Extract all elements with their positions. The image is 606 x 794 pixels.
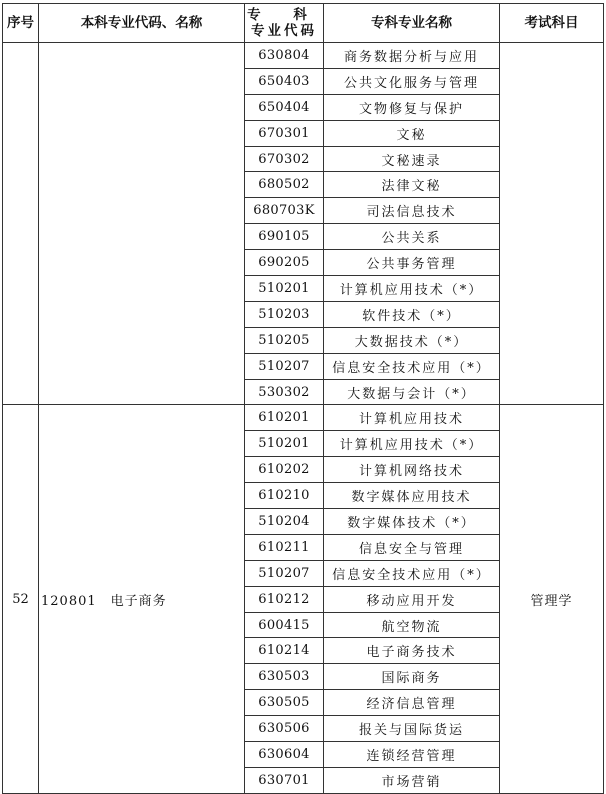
zk-name-cell: 市场营销 <box>324 767 500 793</box>
zk-name-cell: 电子商务技术 <box>324 638 500 664</box>
zk-code-cell: 510204 <box>245 509 324 535</box>
zk-code-cell: 600415 <box>245 612 324 638</box>
zk-code-cell: 610202 <box>245 457 324 483</box>
zk-code-cell: 680502 <box>245 172 324 198</box>
zk-code-cell: 510201 <box>245 276 324 302</box>
exam-subject-cell: 管理学 <box>500 405 604 793</box>
zk-code-cell: 630503 <box>245 664 324 690</box>
zk-code-cell: 510203 <box>245 301 324 327</box>
zk-code-cell: 610212 <box>245 586 324 612</box>
zk-name-cell: 文秘 <box>324 120 500 146</box>
major-table <box>2 3 604 794</box>
header-row <box>3 4 604 43</box>
bachelor-major-cell <box>39 43 245 405</box>
zk-name-cell: 计算机应用技术 <box>324 405 500 431</box>
header-bachelor: 本科专业代码、名称 <box>39 4 245 43</box>
zk-name-cell: 移动应用开发 <box>324 586 500 612</box>
header-zk-name: 专科专业名称 <box>324 4 500 43</box>
header-seq: 序号 <box>3 4 39 43</box>
zk-name-cell: 国际商务 <box>324 664 500 690</box>
zk-code-cell: 630506 <box>245 716 324 742</box>
zk-name-cell: 法律文秘 <box>324 172 500 198</box>
zk-code-cell: 610211 <box>245 534 324 560</box>
header-exam: 考试科目 <box>500 4 604 43</box>
zk-name-cell: 信息安全技术应用（*） <box>324 353 500 379</box>
zk-name-cell: 公共文化服务与管理 <box>324 68 500 94</box>
seq-cell <box>3 43 39 405</box>
zk-code-cell: 510201 <box>245 431 324 457</box>
zk-code-cell: 510205 <box>245 327 324 353</box>
bachelor-major-cell: 120801 电子商务 <box>39 405 245 793</box>
zk-code-cell: 630604 <box>245 742 324 768</box>
zk-name-cell: 数字媒体应用技术 <box>324 483 500 509</box>
zk-code-cell: 690105 <box>245 224 324 250</box>
zk-name-cell: 计算机应用技术（*） <box>324 276 500 302</box>
zk-name-cell: 文物修复与保护 <box>324 94 500 120</box>
zk-name-cell: 经济信息管理 <box>324 690 500 716</box>
zk-name-cell: 报关与国际货运 <box>324 716 500 742</box>
zk-name-cell: 计算机应用技术（*） <box>324 431 500 457</box>
zk-name-cell: 公共事务管理 <box>324 250 500 276</box>
zk-code-cell: 610201 <box>245 405 324 431</box>
header-zk-code-line2: 专业代码 <box>251 23 317 39</box>
header-zk-code-line1: 专 科 <box>247 7 321 23</box>
zk-name-cell: 大数据与会计（*） <box>324 379 500 405</box>
table-row <box>3 405 604 431</box>
zk-code-cell: 530302 <box>245 379 324 405</box>
zk-name-cell: 软件技术（*） <box>324 301 500 327</box>
zk-name-cell: 信息安全技术应用（*） <box>324 560 500 586</box>
zk-code-cell: 630701 <box>245 767 324 793</box>
exam-subject-cell <box>500 43 604 405</box>
zk-code-cell: 680703K <box>245 198 324 224</box>
zk-name-cell: 数字媒体技术（*） <box>324 509 500 535</box>
zk-name-cell: 航空物流 <box>324 612 500 638</box>
zk-name-cell: 文秘速录 <box>324 146 500 172</box>
zk-name-cell: 大数据技术（*） <box>324 327 500 353</box>
zk-code-cell: 510207 <box>245 353 324 379</box>
seq-cell: 52 <box>3 405 39 793</box>
zk-code-cell: 630505 <box>245 690 324 716</box>
zk-name-cell: 公共关系 <box>324 224 500 250</box>
zk-name-cell: 连锁经营管理 <box>324 742 500 768</box>
zk-code-cell: 690205 <box>245 250 324 276</box>
zk-name-cell: 计算机网络技术 <box>324 457 500 483</box>
zk-code-cell: 650404 <box>245 94 324 120</box>
zk-code-cell: 650403 <box>245 68 324 94</box>
zk-name-cell: 司法信息技术 <box>324 198 500 224</box>
zk-code-cell: 610210 <box>245 483 324 509</box>
zk-name-cell: 商务数据分析与应用 <box>324 43 500 69</box>
table-row <box>3 43 604 69</box>
zk-name-cell: 信息安全与管理 <box>324 534 500 560</box>
zk-code-cell: 610214 <box>245 638 324 664</box>
zk-code-cell: 510207 <box>245 560 324 586</box>
zk-code-cell: 670301 <box>245 120 324 146</box>
zk-code-cell: 670302 <box>245 146 324 172</box>
zk-code-cell: 630804 <box>245 43 324 69</box>
header-zk-code <box>245 4 324 43</box>
